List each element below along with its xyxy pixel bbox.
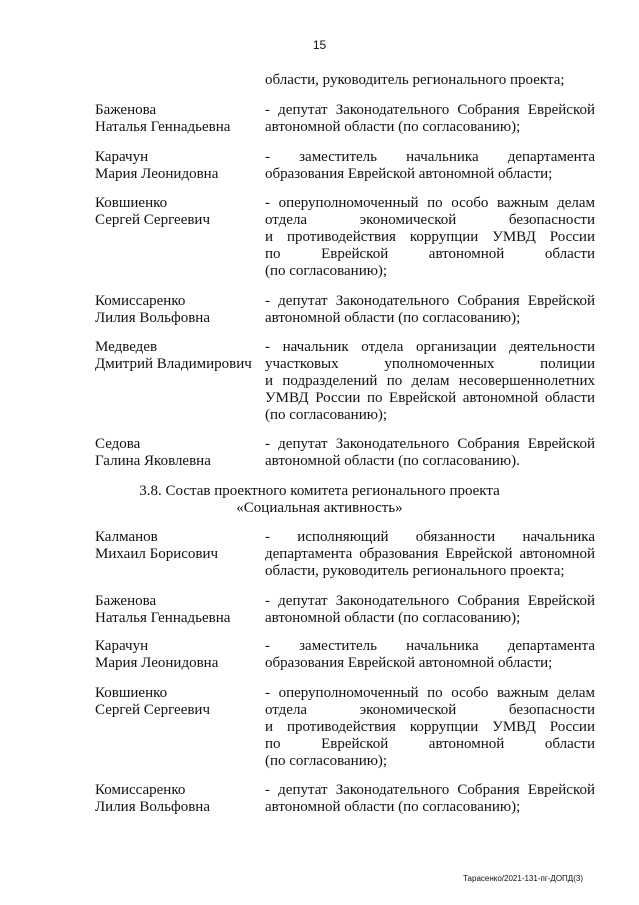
member-surname: Карачун <box>95 149 149 165</box>
role-line: - депутат Законодательного Собрания Еврейской <box>265 293 595 309</box>
member-name <box>95 529 260 563</box>
role-line: образования Еврейской автономной области; <box>265 166 553 182</box>
member-given-name: Дмитрий Владимирович <box>95 356 252 372</box>
member-given-name: Галина Яковлевна <box>95 453 211 469</box>
role-line: - начальник отдела организации деятельности <box>265 339 595 355</box>
member-name <box>95 293 260 327</box>
member-name <box>95 149 260 183</box>
role-line: - депутат Законодательного Собрания Еврейской <box>265 593 595 609</box>
member-role <box>265 293 595 327</box>
member-given-name: Михаил Борисович <box>95 546 219 562</box>
member-surname: Седова <box>95 436 141 452</box>
member-role <box>265 72 595 89</box>
role-line: образования Еврейской автономной области; <box>265 655 553 671</box>
member-name <box>95 782 260 816</box>
member-surname: Баженова <box>95 593 157 609</box>
role-line: и противодействия коррупции УМВД России <box>265 229 595 245</box>
member-role <box>265 195 595 280</box>
member-name <box>95 195 260 229</box>
role-line: - заместитель начальника департамента <box>265 638 595 654</box>
member-given-name: Мария Леонидовна <box>95 166 219 182</box>
role-line: и подразделений по делам несовершеннолетних <box>265 373 595 389</box>
member-role <box>265 102 595 136</box>
role-line: УМВД России по Еврейской автономной области <box>265 390 595 406</box>
member-surname: Ковшиенко <box>95 195 168 211</box>
member-given-name: Мария Леонидовна <box>95 655 219 671</box>
member-given-name: Лилия Вольфовна <box>95 310 210 326</box>
document-footer-reference: Тарасенко/2021-131-пг-ДОПД(3) <box>463 874 583 883</box>
section-heading-project-name: «Социальная активность» <box>236 500 403 516</box>
role-line: по Еврейской автономной области <box>265 246 595 262</box>
role-line: отдела экономической безопасности <box>265 702 595 718</box>
member-surname: Карачун <box>95 638 149 654</box>
role-line: участковых уполномоченных полиции <box>265 356 595 372</box>
member-role <box>265 529 595 580</box>
role-line: - заместитель начальника департамента <box>265 149 595 165</box>
role-line: по Еврейской автономной области <box>265 736 595 752</box>
member-given-name: Сергей Сергеевич <box>95 702 211 718</box>
role-line: области, руководитель регионального проекта; <box>265 72 565 88</box>
member-name <box>95 339 260 373</box>
member-surname: Комиссаренко <box>95 293 186 309</box>
role-line: (по согласованию); <box>265 263 388 279</box>
member-role <box>265 339 595 424</box>
member-surname: Комиссаренко <box>95 782 186 798</box>
member-given-name: Лилия Вольфовна <box>95 799 210 815</box>
role-line: и противодействия коррупции УМВД России <box>265 719 595 735</box>
role-line: (по согласованию); <box>265 753 388 769</box>
member-name <box>95 436 260 470</box>
role-line: - депутат Законодательного Собрания Еврейской <box>265 102 595 118</box>
member-role <box>265 638 595 672</box>
role-line: области, руководитель регионального проекта; <box>265 563 565 579</box>
role-line: - исполняющий обязанности начальника <box>265 529 595 545</box>
member-given-name: Сергей Сергеевич <box>95 212 211 228</box>
member-name <box>95 685 260 719</box>
member-surname: Медведев <box>95 339 158 355</box>
member-name <box>95 638 260 672</box>
role-line: автономной области (по согласованию); <box>265 799 521 815</box>
member-name <box>95 593 260 627</box>
role-line: автономной области (по согласованию); <box>265 310 521 326</box>
role-line: - депутат Законодательного Собрания Еврейской <box>265 436 595 452</box>
role-line: - оперуполномоченный по особо важным делам <box>265 195 595 211</box>
member-surname: Баженова <box>95 102 157 118</box>
member-role <box>265 593 595 627</box>
member-surname: Ковшиенко <box>95 685 168 701</box>
role-line: - оперуполномоченный по особо важным делам <box>265 685 595 701</box>
member-given-name: Наталья Геннадьевна <box>95 119 231 135</box>
role-line: автономной области (по согласованию); <box>265 119 521 135</box>
member-role <box>265 149 595 183</box>
role-line: отдела экономической безопасности <box>265 212 595 228</box>
role-line: департамента образования Еврейской автономной <box>265 546 595 562</box>
role-line: - депутат Законодательного Собрания Еврейской <box>265 782 595 798</box>
page-number: 15 <box>312 38 327 52</box>
member-name <box>95 102 260 136</box>
member-role <box>265 436 595 470</box>
member-given-name: Наталья Геннадьевна <box>95 610 231 626</box>
section-heading-title: 3.8. Состав проектного комитета регионального проекта <box>139 483 500 499</box>
role-line: автономной области (по согласованию); <box>265 610 521 626</box>
member-role <box>265 782 595 816</box>
role-line: автономной области (по согласованию). <box>265 453 520 469</box>
section-heading <box>0 483 639 517</box>
member-role <box>265 685 595 770</box>
role-line: (по согласованию); <box>265 407 388 423</box>
member-surname: Калманов <box>95 529 158 545</box>
